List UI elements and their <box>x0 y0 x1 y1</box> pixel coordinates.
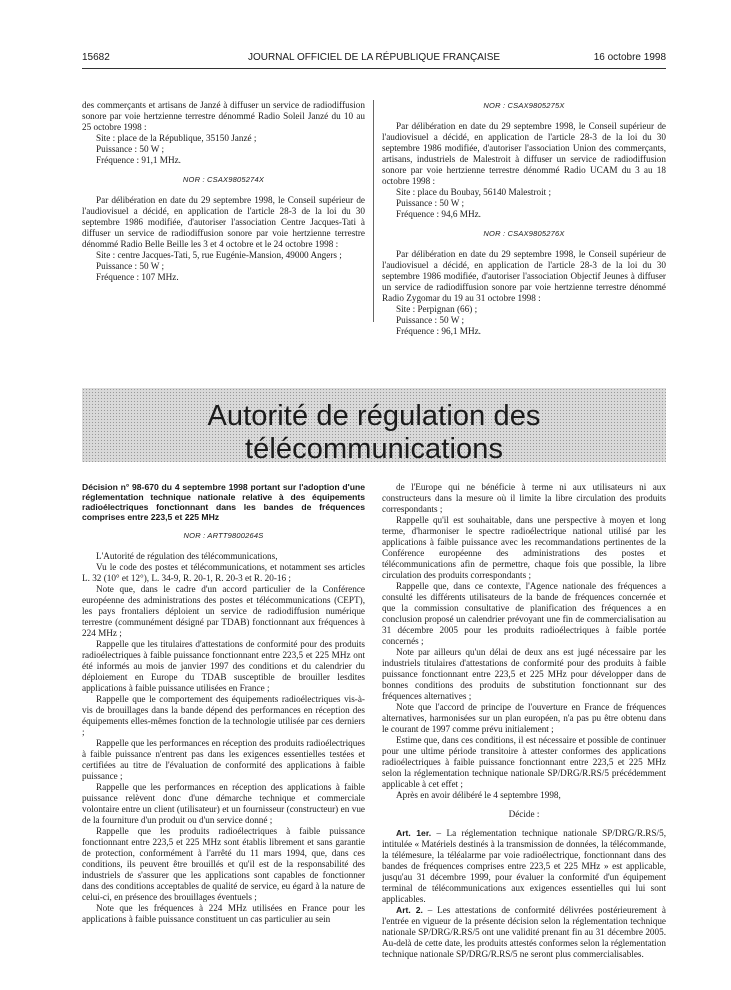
paragraph: des commerçants et artisans de Janzé à diffuser un service de radiodiffusion sonore par voie hertzienne terrestre dénommé Radio Soleil Janzé du 10 au 25 octobre 1998 : <box>82 100 365 132</box>
top-right-column <box>382 100 666 337</box>
power-line: Puissance : 50 W ; <box>96 144 165 154</box>
paragraph: Note que l'accord de principe de l'ouverture en France de fréquences alternatives, harmonisées sur un plan européen, n'a pas pu être obtenu dans le courant de 1997 comme prévu initialement ; <box>382 702 666 734</box>
article-2-label: Art. 2. <box>396 905 423 915</box>
paragraph: Note que, dans le cadre d'un accord particulier de la Conférence européenne des administrations des postes et télécommunications (CEPT), les pays frontaliers déploient un service de radiodiffusion numérique terrestre (communément désigné par TDAB) fonctionnant aux fréquences à 224 MHz ; <box>82 584 365 638</box>
paragraph: Rappelle que le comportement des équipements radioélectriques vis-à-vis de brouillages dans la bande dépend des performances en réception des équipements elles-mêmes fonction de la technologie utilisée par ces derniers ; <box>82 694 365 737</box>
article-1 <box>382 828 666 905</box>
paragraph: Rappelle que les performances en réception des produits radioélectriques à faible puissance n'entrent pas dans les exigences essentielles testées et certifiées au titre de l'évaluation de conformité des applications à faible puissance ; <box>82 738 365 781</box>
nor-reference: NOR : CSAX9805276X <box>483 229 565 238</box>
top-left-column <box>82 100 365 283</box>
nor-reference: NOR : ARTT9800264S <box>183 531 264 540</box>
frequency-line: Fréquence : 107 MHz. <box>96 272 179 282</box>
column-divider <box>373 100 374 322</box>
page-number: 15682 <box>82 52 110 63</box>
site-line: Site : place de la République, 35150 Janzé ; <box>96 133 257 143</box>
issue-date: 16 octobre 1998 <box>593 52 666 63</box>
power-line: Puissance : 50 W ; <box>396 198 465 208</box>
header-rule <box>82 68 666 69</box>
paragraph: Par délibération en date du 29 septembre 1998, le Conseil supérieur de l'audiovisuel a décidé, en application de l'article 28-3 de la loi du 30 septembre 1986 modifiée, d'autoriser l'association Objectif Jeunes à diffuser un service de radiodiffusion sonore par voie hertzienne terrestre dénommé Radio Zygomar du 19 au 31 octobre 1998 : <box>382 249 666 303</box>
paragraph: Estime que, dans ces conditions, il est nécessaire et possible de continuer pour une ultime période transitoire à attester conformes des applications radioélectriques à faible puissance fonctionnant entre 223,5 et 225 MHz selon la réglementation technique nationale SP/DRG/R.RS/5 précédemment applicable à cet effet ; <box>382 735 666 789</box>
decide-heading: Décide : <box>508 809 540 819</box>
page-header <box>82 52 666 66</box>
paragraph: Rappelle qu'il est souhaitable, dans une perspective à moyen et long terme, d'harmoniser le spectre radioélectrique national utilisé par les applications à faible puissance avec les recommandations pertinentes de la Conférence européenne des administrations des postes et télécommunications afin de permettre, chaque fois que possible, la libre circulation des produits correspondants ; <box>382 515 666 580</box>
decision-right-paragraphs <box>382 482 666 801</box>
frequency-line: Fréquence : 91,1 MHz. <box>96 155 181 165</box>
article-1-label: Art. 1er. <box>396 828 432 838</box>
paragraph: Par délibération en date du 29 septembre 1998, le Conseil supérieur de l'audiovisuel a décidé, en application de l'article 28-3 de la loi du 30 septembre 1986 modifiée, d'autoriser l'association Union des commerçants, artisans, industriels de Malestroit à diffuser un service de radiodiffusion sonore par voie hertzienne terrestre dénommé Radio UCAM du 3 au 18 octobre 1998 : <box>382 121 666 186</box>
paragraph: Rappelle que les titulaires d'attestations de conformité pour des produits radioélectriques à faible puissance fonctionnant entre 223,5 et 225 MHz ont été informés au mois de janvier 1997 des conditions et du calendrier du déploiement en Europe du TDAB susceptible de brouiller lesdites applications à faible puissance utilisées en France ; <box>82 639 365 693</box>
site-line: Site : Perpignan (66) ; <box>396 304 478 314</box>
section-banner <box>82 388 666 465</box>
power-line: Puissance : 50 W ; <box>396 315 465 325</box>
frequency-line: Fréquence : 94,6 MHz. <box>396 209 481 219</box>
site-line: Site : centre Jacques-Tati, 5, rue Eugénie-Mansion, 49000 Angers ; <box>96 250 342 260</box>
paragraph: Après en avoir délibéré le 4 septembre 1998, <box>396 790 561 800</box>
article-2-text: – Les attestations de conformité délivrées postérieurement à l'entrée en vigueur de la présente décision selon la réglementation technique nationale SP/DRG/R.RS/5 ont une validité prenant fin au 31 décembre 2005. Au-delà de cette date, les produits attestés conformes selon la réglementation technique nationale SP/DRG/R.RS/5 ne seront plus commercialisables. <box>382 905 666 959</box>
journal-title: JOURNAL OFFICIEL DE LA RÉPUBLIQUE FRANÇAISE <box>247 52 501 63</box>
paragraph: Note par ailleurs qu'un délai de deux ans est jugé nécessaire par les industriels titulaires d'attestations de conformité pour des produits à faible puissance fonctionnant entre 223,5 et 225 MHz pour développer dans de bonnes conditions des produits de substitution fonctionnant sur des fréquences alternatives ; <box>382 647 666 701</box>
nor-reference: NOR : CSAX9805274X <box>182 175 265 184</box>
paragraph: L'Autorité de régulation des télécommunications, <box>96 551 278 561</box>
decision-right-column <box>382 482 666 960</box>
paragraph: Rappelle que, dans ce contexte, l'Agence nationale des fréquences a consulté les différents utilisateurs de la bande de fréquences concernée et que la commission consultative de planification des fréquences a en conclusion proposé un calendrier prévoyant une fin de commercialisation au 31 décembre 2005 pour les produits radioélectriques à faible portée concernés ; <box>382 581 666 646</box>
paragraph: Rappelle que les produits radioélectriques à faible puissance fonctionnant entre 223,5 et 225 MHz sont établis librement et sans garantie de protection, conformément à l'arrêté du 11 mars 1994, que, dans ces conditions, ils peuvent être brouillés et qu'il est de la responsabilité des industriels de s'assurer que les applications sont capables de fonctionner dans des conditions acceptables de qualité de service, eu égard à la nature de celui-ci, en présence des brouillages éventuels ; <box>82 826 365 902</box>
paragraph: de l'Europe qui ne bénéficie à terme ni aux utilisateurs ni aux constructeurs dans la mesure où il limite la libre circulation des produits correspondants ; <box>382 482 666 514</box>
decision-left-column <box>82 482 365 925</box>
article-2 <box>382 905 666 960</box>
paragraph: Par délibération en date du 29 septembre 1998, le Conseil supérieur de l'audiovisuel a décidé, en application de l'article 28-3 de la loi du 30 septembre 1986 modifiée, d'autoriser l'association Centre Jacques-Tati à diffuser un service de radiodiffusion sonore par voie hertzienne terrestre dénommé Radio Belle Beille les 3 et 4 octobre et le 24 octobre 1998 : <box>82 195 365 249</box>
decision-title: Décision n° 98-670 du 4 septembre 1998 portant sur l'adoption d'une réglementation technique nationale relative à des équipements radioélectriques fonctionnant dans les bandes de fréquences comprises entre 223,5 et 225 MHz <box>82 482 365 522</box>
paragraph: Note que les fréquences à 224 MHz utilisées en France pour les applications à faible puissance constituent un cas particulier au sein <box>82 903 365 924</box>
paragraph: Vu le code des postes et télécommunications, et notamment ses articles L. 32 (10° et 12°), L. 34-9, R. 20-1, R. 20-3 et R. 20-16 ; <box>82 562 365 583</box>
paragraph: Rappelle que les performances en réception des applications à faible puissance relèvent donc d'une démarche technique et commerciale volontaire entre un client (utilisateur) et un fournisseur (constructeur) en vue de la fourniture d'un produit ou d'un service donné ; <box>82 782 365 825</box>
section-title: Autorité de régulation des télécommunications <box>207 400 541 465</box>
site-line: Site : place du Boubay, 56140 Malestroit ; <box>396 187 552 197</box>
article-1-text: – La réglementation technique nationale SP/DRG/R.RS/5, intitulée « Matériels destinés à la transmission de données, la télécommande, la télémesure, la téléalarme par voie radioélectrique, fonctionnant dans des bandes de fréquences comprises entre 223,5 et 225 MHz » est applicable, jusqu'au 31 décembre 1999, pour évaluer la conformité d'un équipement terminal de télécommunications aux exigences essentielles qui lui sont applicables. <box>382 828 666 904</box>
power-line: Puissance : 50 W ; <box>96 261 165 271</box>
frequency-line: Fréquence : 96,1 MHz. <box>396 326 481 336</box>
nor-reference: NOR : CSAX9805275X <box>483 101 565 110</box>
decision-left-paragraphs <box>82 551 365 925</box>
